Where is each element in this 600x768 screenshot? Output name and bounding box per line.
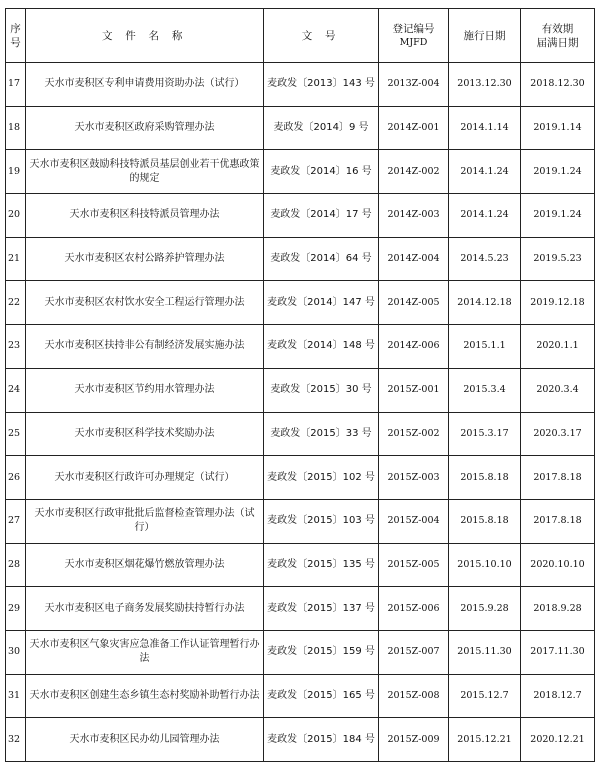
cell-expiry: 2019.12.18 xyxy=(521,281,595,325)
cell-expiry: 2020.3.4 xyxy=(521,368,595,412)
cell-seq: 31 xyxy=(6,674,26,718)
cell-docno: 麦政发〔2015〕102 号 xyxy=(264,456,379,500)
cell-reg: 2015Z-003 xyxy=(379,456,449,500)
cell-reg: 2015Z-009 xyxy=(379,718,449,762)
cell-seq: 29 xyxy=(6,587,26,631)
cell-seq: 30 xyxy=(6,630,26,674)
cell-date: 2015.12.21 xyxy=(449,718,521,762)
table-row xyxy=(6,718,595,762)
cell-docno: 麦政发〔2015〕165 号 xyxy=(264,674,379,718)
cell-name: 天水市麦积区农村公路养护管理办法 xyxy=(26,237,264,281)
cell-seq: 26 xyxy=(6,456,26,500)
cell-reg: 2015Z-004 xyxy=(379,499,449,543)
header-seq xyxy=(6,9,26,63)
table-header-row xyxy=(6,9,595,63)
cell-name: 天水市麦积区政府采购管理办法 xyxy=(26,106,264,150)
cell-expiry: 2019.1.24 xyxy=(521,194,595,238)
cell-reg: 2015Z-007 xyxy=(379,630,449,674)
table-body xyxy=(6,63,595,762)
cell-name: 天水市麦积区节约用水管理办法 xyxy=(26,368,264,412)
cell-name: 天水市麦积区烟花爆竹燃放管理办法 xyxy=(26,543,264,587)
cell-expiry: 2020.10.10 xyxy=(521,543,595,587)
cell-docno: 麦政发〔2014〕147 号 xyxy=(264,281,379,325)
cell-docno: 麦政发〔2013〕143 号 xyxy=(264,63,379,107)
cell-date: 2015.9.28 xyxy=(449,587,521,631)
cell-name: 天水市麦积区科技特派员管理办法 xyxy=(26,194,264,238)
cell-date: 2015.8.18 xyxy=(449,456,521,500)
table-row xyxy=(6,630,595,674)
cell-docno: 麦政发〔2015〕137 号 xyxy=(264,587,379,631)
regulation-table xyxy=(5,8,595,762)
cell-docno: 麦政发〔2015〕135 号 xyxy=(264,543,379,587)
table-row xyxy=(6,499,595,543)
cell-reg: 2015Z-006 xyxy=(379,587,449,631)
table-row xyxy=(6,237,595,281)
cell-expiry: 2019.5.23 xyxy=(521,237,595,281)
table-row xyxy=(6,368,595,412)
cell-name: 天水市麦积区扶持非公有制经济发展实施办法 xyxy=(26,325,264,369)
cell-seq: 23 xyxy=(6,325,26,369)
table-row xyxy=(6,412,595,456)
cell-docno: 麦政发〔2015〕103 号 xyxy=(264,499,379,543)
header-seq-line-2: 号 xyxy=(10,36,21,49)
header-name xyxy=(26,9,264,63)
cell-expiry: 2020.1.1 xyxy=(521,325,595,369)
cell-docno: 麦政发〔2014〕148 号 xyxy=(264,325,379,369)
cell-reg: 2014Z-005 xyxy=(379,281,449,325)
cell-expiry: 2017.11.30 xyxy=(521,630,595,674)
cell-name: 天水市麦积区气象灾害应急准备工作认证管理暂行办法 xyxy=(26,630,264,674)
table-row xyxy=(6,150,595,194)
cell-date: 2015.11.30 xyxy=(449,630,521,674)
cell-date: 2014.1.24 xyxy=(449,150,521,194)
cell-seq: 20 xyxy=(6,194,26,238)
cell-seq: 17 xyxy=(6,63,26,107)
cell-reg: 2014Z-002 xyxy=(379,150,449,194)
cell-name: 天水市麦积区鼓励科技特派员基层创业若干优惠政策的规定 xyxy=(26,150,264,194)
cell-date: 2014.1.14 xyxy=(449,106,521,150)
cell-name: 天水市麦积区行政审批批后监督检查管理办法（试行） xyxy=(26,499,264,543)
cell-reg: 2013Z-004 xyxy=(379,63,449,107)
cell-seq: 19 xyxy=(6,150,26,194)
cell-docno: 麦政发〔2015〕30 号 xyxy=(264,368,379,412)
header-reg-line-1: 登记编号 xyxy=(392,22,435,35)
table-row xyxy=(6,674,595,718)
table-row xyxy=(6,543,595,587)
cell-reg: 2015Z-005 xyxy=(379,543,449,587)
header-reg-line-2: MJFD xyxy=(399,36,428,48)
header-reg xyxy=(379,9,449,63)
cell-reg: 2015Z-008 xyxy=(379,674,449,718)
cell-date: 2015.3.4 xyxy=(449,368,521,412)
cell-name: 天水市麦积区创建生态乡镇生态村奖励补助暂行办法 xyxy=(26,674,264,718)
cell-date: 2015.10.10 xyxy=(449,543,521,587)
cell-docno: 麦政发〔2015〕33 号 xyxy=(264,412,379,456)
cell-date: 2014.12.18 xyxy=(449,281,521,325)
cell-seq: 25 xyxy=(6,412,26,456)
table-row xyxy=(6,456,595,500)
cell-seq: 22 xyxy=(6,281,26,325)
cell-reg: 2014Z-003 xyxy=(379,194,449,238)
cell-name: 天水市麦积区民办幼儿园管理办法 xyxy=(26,718,264,762)
cell-reg: 2014Z-004 xyxy=(379,237,449,281)
cell-docno: 麦政发〔2014〕9 号 xyxy=(264,106,379,150)
cell-date: 2015.1.1 xyxy=(449,325,521,369)
header-expiry-line-1: 有效期 xyxy=(541,22,574,35)
cell-docno: 麦政发〔2015〕159 号 xyxy=(264,630,379,674)
cell-date: 2014.1.24 xyxy=(449,194,521,238)
header-name-label: 文 件 名 称 xyxy=(101,29,188,42)
cell-docno: 麦政发〔2014〕64 号 xyxy=(264,237,379,281)
cell-name: 天水市麦积区行政许可办理规定（试行） xyxy=(26,456,264,500)
header-expiry-line-2: 届满日期 xyxy=(536,36,579,49)
cell-seq: 21 xyxy=(6,237,26,281)
header-seq-line-1: 序 xyxy=(10,22,21,35)
cell-docno: 麦政发〔2014〕16 号 xyxy=(264,150,379,194)
cell-expiry: 2017.8.18 xyxy=(521,456,595,500)
cell-reg: 2014Z-001 xyxy=(379,106,449,150)
cell-seq: 18 xyxy=(6,106,26,150)
cell-reg: 2014Z-006 xyxy=(379,325,449,369)
cell-docno: 麦政发〔2015〕184 号 xyxy=(264,718,379,762)
header-docno-label: 文 号 xyxy=(301,29,341,42)
cell-date: 2013.12.30 xyxy=(449,63,521,107)
cell-expiry: 2018.12.30 xyxy=(521,63,595,107)
cell-name: 天水市麦积区科学技术奖励办法 xyxy=(26,412,264,456)
header-expiry xyxy=(521,9,595,63)
header-date-label: 施行日期 xyxy=(463,29,506,42)
cell-reg: 2015Z-002 xyxy=(379,412,449,456)
cell-name: 天水市麦积区农村饮水安全工程运行管理办法 xyxy=(26,281,264,325)
cell-expiry: 2018.12.7 xyxy=(521,674,595,718)
cell-seq: 32 xyxy=(6,718,26,762)
cell-docno: 麦政发〔2014〕17 号 xyxy=(264,194,379,238)
cell-date: 2015.12.7 xyxy=(449,674,521,718)
header-docno xyxy=(264,9,379,63)
cell-expiry: 2020.3.17 xyxy=(521,412,595,456)
table-row xyxy=(6,325,595,369)
cell-seq: 28 xyxy=(6,543,26,587)
cell-seq: 27 xyxy=(6,499,26,543)
cell-name: 天水市麦积区专利申请费用资助办法（试行） xyxy=(26,63,264,107)
cell-name: 天水市麦积区电子商务发展奖励扶持暂行办法 xyxy=(26,587,264,631)
cell-seq: 24 xyxy=(6,368,26,412)
cell-expiry: 2020.12.21 xyxy=(521,718,595,762)
cell-date: 2015.8.18 xyxy=(449,499,521,543)
cell-expiry: 2019.1.24 xyxy=(521,150,595,194)
cell-expiry: 2017.8.18 xyxy=(521,499,595,543)
table-row xyxy=(6,587,595,631)
cell-reg: 2015Z-001 xyxy=(379,368,449,412)
table-row xyxy=(6,281,595,325)
cell-date: 2014.5.23 xyxy=(449,237,521,281)
table-row xyxy=(6,106,595,150)
cell-expiry: 2019.1.14 xyxy=(521,106,595,150)
cell-expiry: 2018.9.28 xyxy=(521,587,595,631)
table-row xyxy=(6,63,595,107)
cell-date: 2015.3.17 xyxy=(449,412,521,456)
table-row xyxy=(6,194,595,238)
header-date xyxy=(449,9,521,63)
